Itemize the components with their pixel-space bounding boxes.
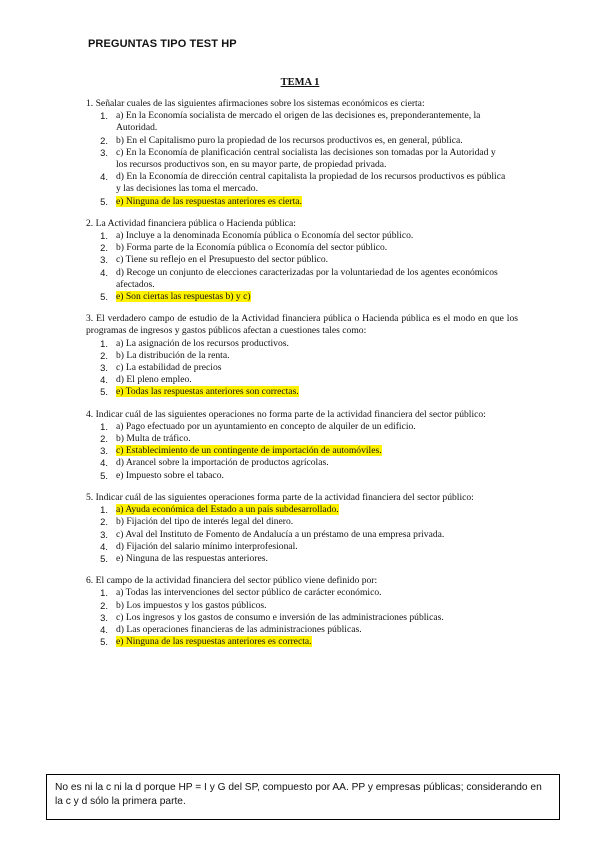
question-text: 4. Indicar cuál de las siguientes operaciones no forma parte de la actividad financiera del sector público: (86, 408, 486, 420)
option-text: d) En la Economía de dirección central capitalista la propiedad de los recursos productivos es pública y las decisiones las toma el mercado. (116, 171, 506, 195)
option-text: b) La distribución de la renta. (116, 349, 230, 361)
option-text: a) Incluye a la denominada Economía pública o Economía del sector público. (116, 230, 414, 242)
option-number: 2. (100, 349, 108, 361)
question-2 (86, 218, 518, 303)
highlighted-answer-text: e) Todas las respuestas anteriores son correctas. (116, 386, 299, 398)
option-text: d) Arancel sobre la importación de productos agrícolas. (116, 457, 329, 469)
option-number: 4. (100, 623, 108, 635)
option-text: c) Aval del Instituto de Fomento de Andalucía a un préstamo de una empresa privada. (116, 528, 445, 540)
option-number: 4. (100, 374, 108, 386)
option-text: b) Fijación del tipo de interés legal del dinero. (116, 516, 294, 528)
question-list (86, 98, 518, 658)
option-number: 1. (100, 230, 108, 242)
question-1 (86, 98, 518, 208)
option-text: e) Impuesto sobre el tabaco. (116, 469, 224, 481)
option-number: 1. (100, 337, 108, 349)
answer-option (86, 457, 518, 469)
answer-option (86, 374, 518, 386)
answer-option (86, 147, 518, 171)
highlighted-answer-text: c) Establecimiento de un contingente de importación de automóviles. (116, 445, 382, 457)
option-number: 2. (100, 433, 108, 445)
answer-option (86, 470, 518, 482)
option-number: 1. (100, 420, 108, 432)
question-3 (86, 313, 518, 398)
option-number: 1. (100, 110, 108, 122)
highlighted-answer-text: e) Son ciertas las respuestas b) y c) (116, 291, 251, 303)
question-4 (86, 409, 518, 482)
option-text: d) El pleno empleo. (116, 374, 192, 386)
answer-option (86, 291, 518, 303)
answer-option (86, 636, 518, 648)
answer-option (86, 135, 518, 147)
option-number: 1. (100, 504, 108, 516)
question-text: 6. El campo de la actividad financiera del sector público viene definido por: (86, 575, 378, 587)
answer-option (86, 445, 518, 457)
answer-option (86, 338, 518, 350)
option-text: b) En el Capitalismo puro la propiedad de los recursos productivos es, en general, pública. (116, 134, 463, 146)
answer-option (86, 600, 518, 612)
answer-option (86, 516, 518, 528)
option-number: 5. (100, 552, 108, 564)
option-text: b) Multa de tráfico. (116, 433, 191, 445)
answer-option (86, 433, 518, 445)
answer-option (86, 267, 518, 291)
option-number: 4. (100, 457, 108, 469)
highlighted-answer-text: a) Ayuda económica del Estado a un país subdesarrollado. (116, 504, 339, 516)
option-text: a) Todas las intervenciones del sector público de carácter económico. (116, 587, 382, 599)
option-text: c) En la Economía de planificación central socialista las decisiones son tomadas por la Autoridad y los recursos productivos son, en su mayor parte, de propiedad privada. (116, 146, 496, 171)
answer-option (86, 350, 518, 362)
highlighted-answer-text: e) Ninguna de las respuestas anteriores es correcta. (116, 636, 312, 648)
question-text: 3. El verdadero campo de estudio de la Actividad financiera pública o Hacienda pública es el modo en que los programas de ingresos y gastos públicos afectan a cuestiones tales como: (86, 313, 518, 337)
option-number: 3. (100, 254, 108, 266)
question-5 (86, 492, 518, 565)
answer-option (86, 541, 518, 553)
highlighted-answer-text: e) Ninguna de las respuestas anteriores es cierta. (116, 195, 302, 207)
option-text: b) Forma parte de la Economía pública o Economía del sector público. (116, 242, 388, 254)
question-text: 5. Indicar cuál de las siguientes operaciones forma parte de la actividad financiera del sector público: (86, 491, 474, 503)
note-box: No es ni la c ni la d porque HP = I y G del SP, compuesto por AA. PP y empresas públicas; considerando en la c y d sólo la primera parte. (46, 774, 560, 820)
option-text: c) La estabilidad de precios (116, 362, 222, 374)
document-title: PREGUNTAS TIPO TEST HP (88, 38, 237, 50)
option-number: 5. (100, 469, 108, 481)
option-number: 4. (100, 171, 108, 183)
option-number: 5. (100, 291, 108, 303)
option-number: 2. (100, 242, 108, 254)
answer-option (86, 242, 518, 254)
option-number: 5. (100, 636, 108, 648)
answer-option (86, 587, 518, 599)
answer-option (86, 386, 518, 398)
option-text: a) Pago efectuado por un ayuntamiento en concepto de alquiler de un edificio. (116, 420, 416, 432)
question-text: 2. La Actividad financiera pública o Hacienda pública: (86, 217, 296, 229)
option-number: 2. (100, 134, 108, 146)
option-text: d) Recoge un conjunto de elecciones caracterizadas por la voluntariedad de los agentes económicos afectados. (116, 266, 498, 290)
answer-option (86, 230, 518, 242)
question-6 (86, 575, 518, 648)
option-number: 4. (100, 266, 108, 278)
option-number: 1. (100, 587, 108, 599)
option-number: 3. (100, 362, 108, 374)
option-number: 3. (100, 611, 108, 623)
answer-option (86, 504, 518, 516)
answer-option (86, 171, 518, 195)
answer-option (86, 196, 518, 208)
option-text: e) Ninguna de las respuestas anteriores. (116, 552, 268, 564)
option-number: 3. (100, 445, 108, 457)
answer-option (86, 362, 518, 374)
answer-option (86, 624, 518, 636)
option-text: a) En la Economía socialista de mercado el origen de las decisiones es, preponderantemente, la Autoridad. (116, 110, 481, 134)
answer-option (86, 254, 518, 266)
option-text: d) Fijación del salario mínimo interprofesional. (116, 540, 298, 552)
option-text: c) Los ingresos y los gastos de consumo e inversión de las administraciones públicas. (116, 611, 444, 623)
option-text: a) La asignación de los recursos productivos. (116, 337, 289, 349)
option-text: b) Los impuestos y los gastos públicos. (116, 599, 267, 611)
answer-option (86, 421, 518, 433)
option-text: c) Tiene su reflejo en el Presupuesto del sector público. (116, 254, 329, 266)
option-number: 3. (100, 528, 108, 540)
answer-option (86, 529, 518, 541)
answer-option (86, 110, 518, 134)
option-number: 5. (100, 195, 108, 207)
option-text: d) Las operaciones financieras de las administraciones públicas. (116, 623, 362, 635)
option-number: 2. (100, 599, 108, 611)
option-number: 4. (100, 540, 108, 552)
answer-option (86, 553, 518, 565)
option-number: 2. (100, 516, 108, 528)
section-heading: TEMA 1 (280, 77, 320, 88)
question-text: 1. Señalar cuales de las siguientes afirmaciones sobre los sistemas económicos es cierta: (86, 98, 425, 109)
answer-option (86, 612, 518, 624)
option-number: 5. (100, 386, 108, 398)
option-number: 3. (100, 146, 108, 158)
